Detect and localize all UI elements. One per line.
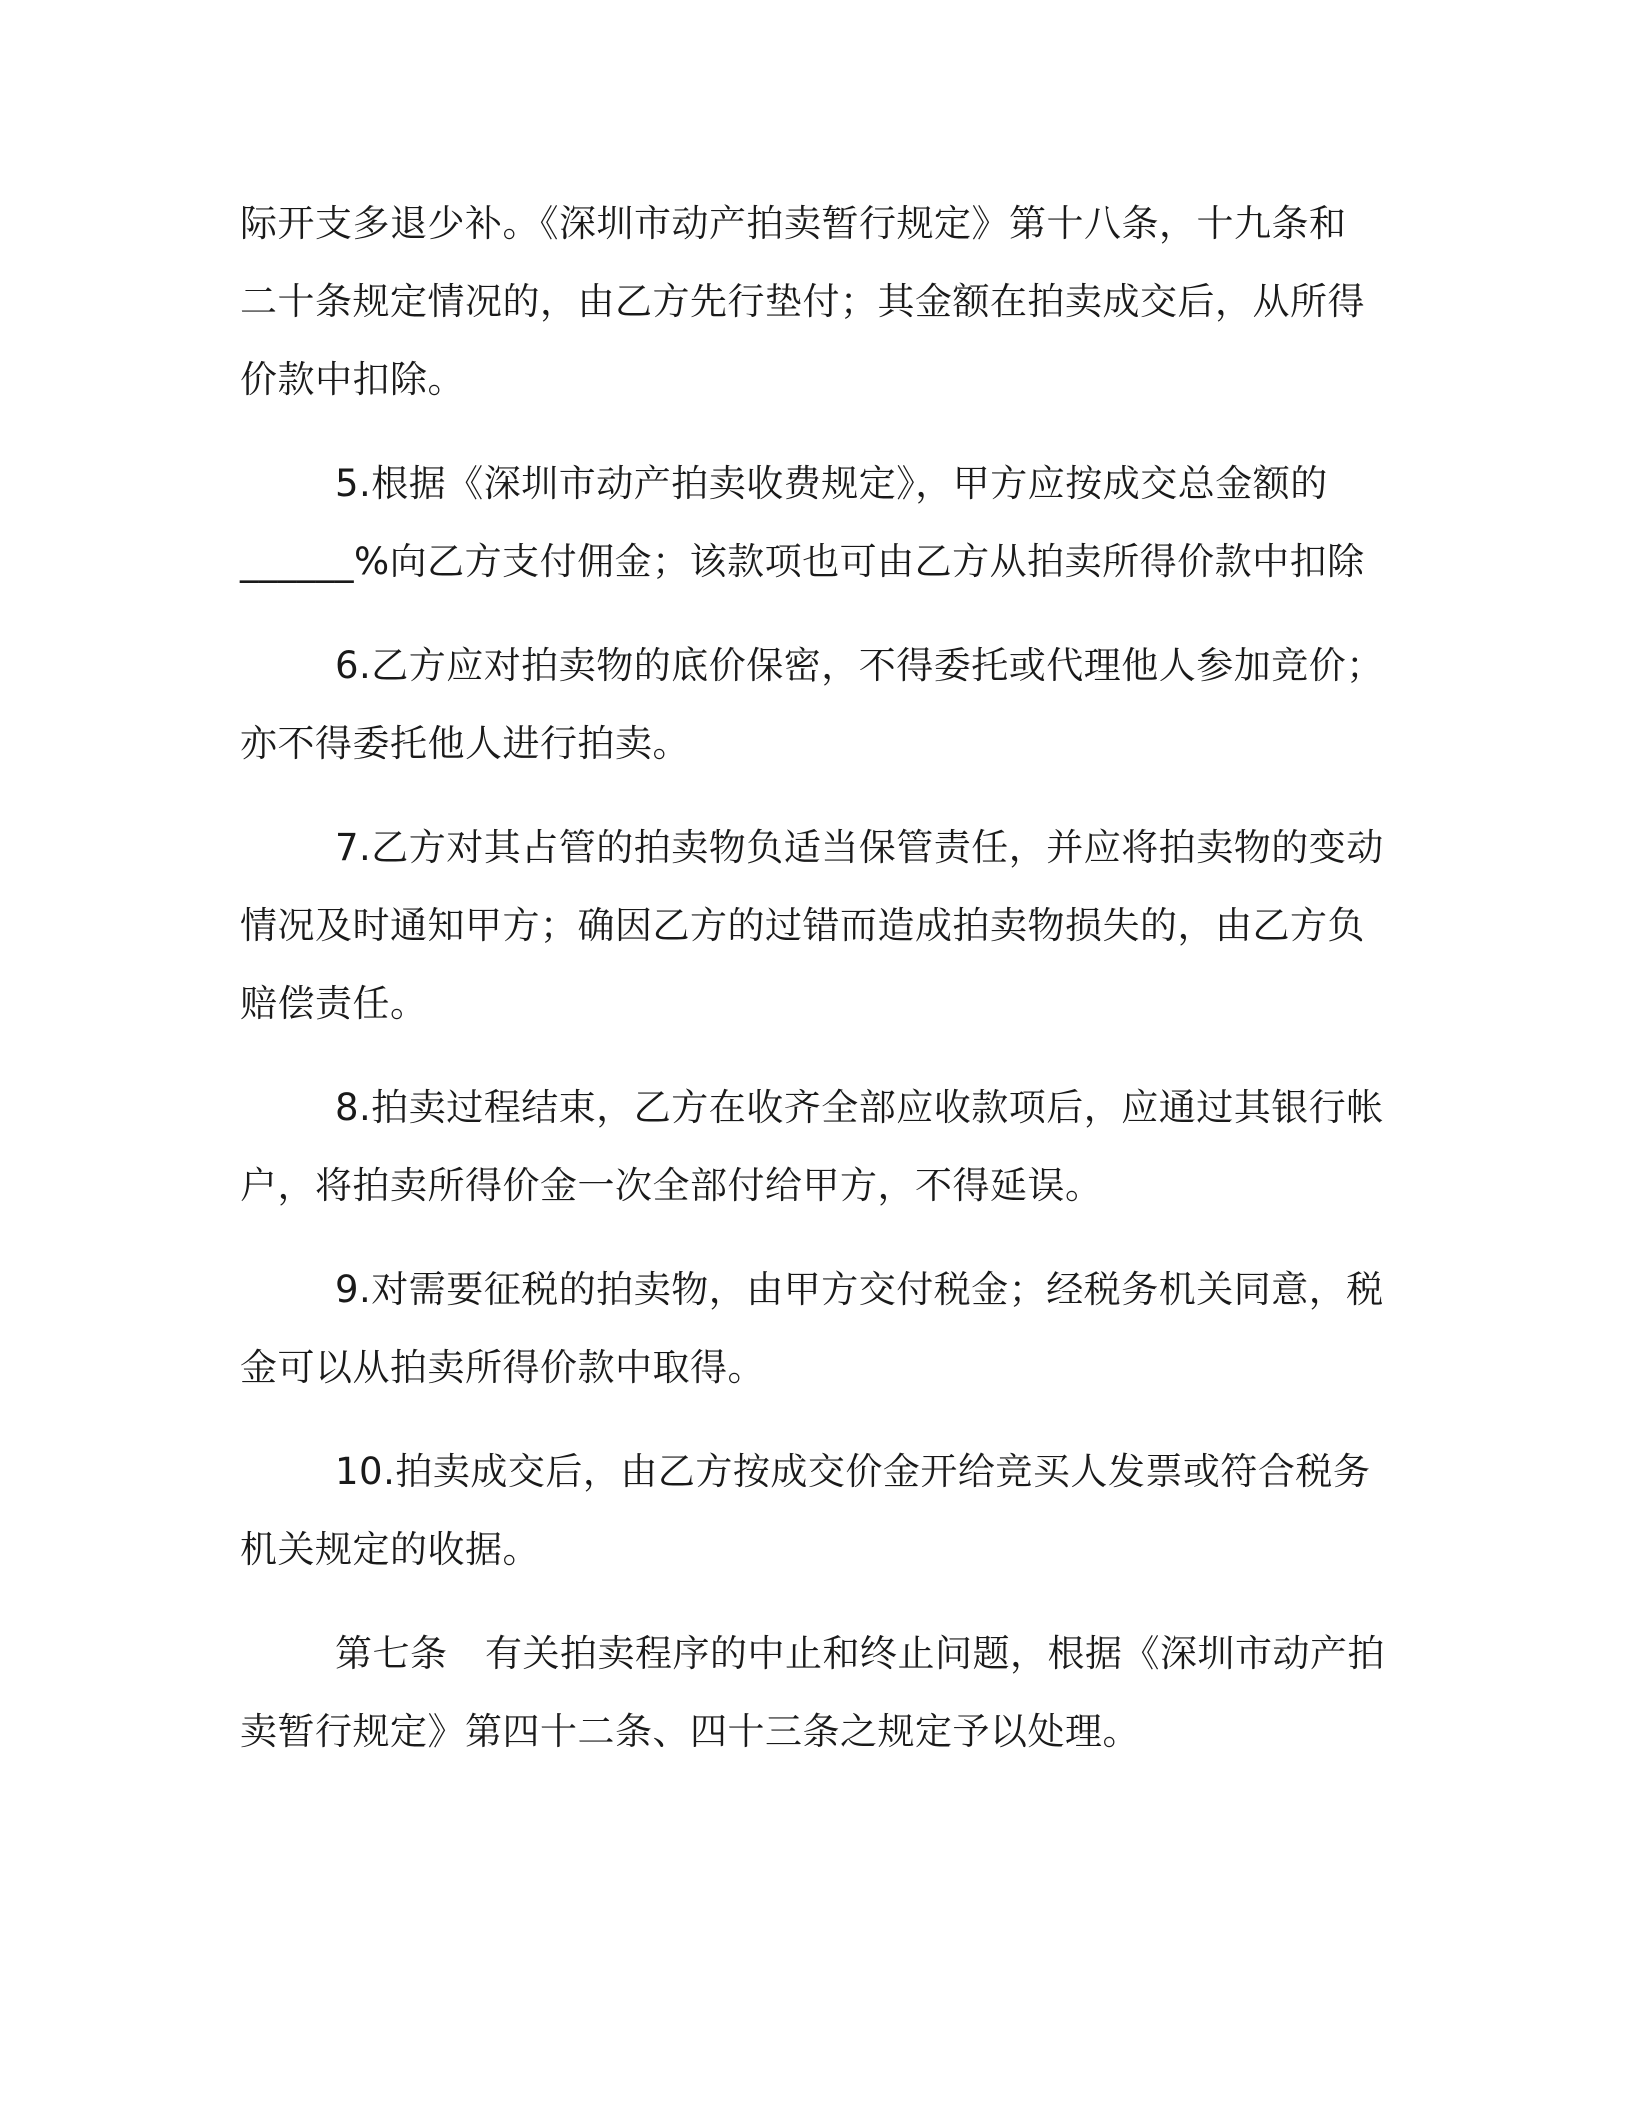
text-line: 第七条 有关拍卖程序的中止和终止问题，根据《深圳市动产拍 (335, 1632, 1385, 1675)
text-line: 际开支多退少补。《深圳市动产拍卖暂行规定》第十八条，十九条和 (240, 202, 1347, 245)
text-line: 卖暂行规定》第四十二条、四十三条之规定予以处理。 (240, 1710, 1140, 1753)
paragraph-item-9 (240, 1251, 1400, 1407)
text-line: 机关规定的收据。 (240, 1528, 540, 1571)
text-line: 二十条规定情况的，由乙方先行垫付；其金额在拍卖成交后，从所得 (240, 280, 1365, 323)
text-line: 价款中扣除。 (240, 358, 465, 401)
paragraph-item-7 (240, 809, 1400, 1043)
paragraph-continuation (240, 185, 1400, 419)
document-body (240, 185, 1400, 1797)
text-line: 情况及时通知甲方；确因乙方的过错而造成拍卖物损失的，由乙方负 (240, 904, 1365, 947)
text-line: 户，将拍卖所得价金一次全部付给甲方，不得延误。 (240, 1164, 1103, 1207)
text-line: 6.乙方应对拍卖物的底价保密，不得委托或代理他人参加竞价； (335, 644, 1384, 687)
text-line: 金可以从拍卖所得价款中取得。 (240, 1346, 765, 1389)
paragraph-article-7 (240, 1615, 1400, 1771)
paragraph-item-8 (240, 1069, 1400, 1225)
text-line: 8.拍卖过程结束，乙方在收齐全部应收款项后，应通过其银行帐 (335, 1086, 1384, 1129)
paragraph-item-5 (240, 445, 1400, 601)
text-line: ______%向乙方支付佣金；该款项也可由乙方从拍卖所得价款中扣除 (240, 540, 1365, 583)
paragraph-item-10 (240, 1433, 1400, 1589)
text-line: 10.拍卖成交后，由乙方按成交价金开给竞买人发票或符合税务 (335, 1450, 1371, 1493)
text-line: 5.根据《深圳市动产拍卖收费规定》，甲方应按成交总金额的 (335, 462, 1328, 505)
text-line: 7.乙方对其占管的拍卖物负适当保管责任，并应将拍卖物的变动 (335, 826, 1384, 869)
paragraph-item-6 (240, 627, 1400, 783)
text-line: 亦不得委托他人进行拍卖。 (240, 722, 690, 765)
text-line: 赔偿责任。 (240, 982, 428, 1025)
text-line: 9.对需要征税的拍卖物，由甲方交付税金；经税务机关同意，税 (335, 1268, 1384, 1311)
